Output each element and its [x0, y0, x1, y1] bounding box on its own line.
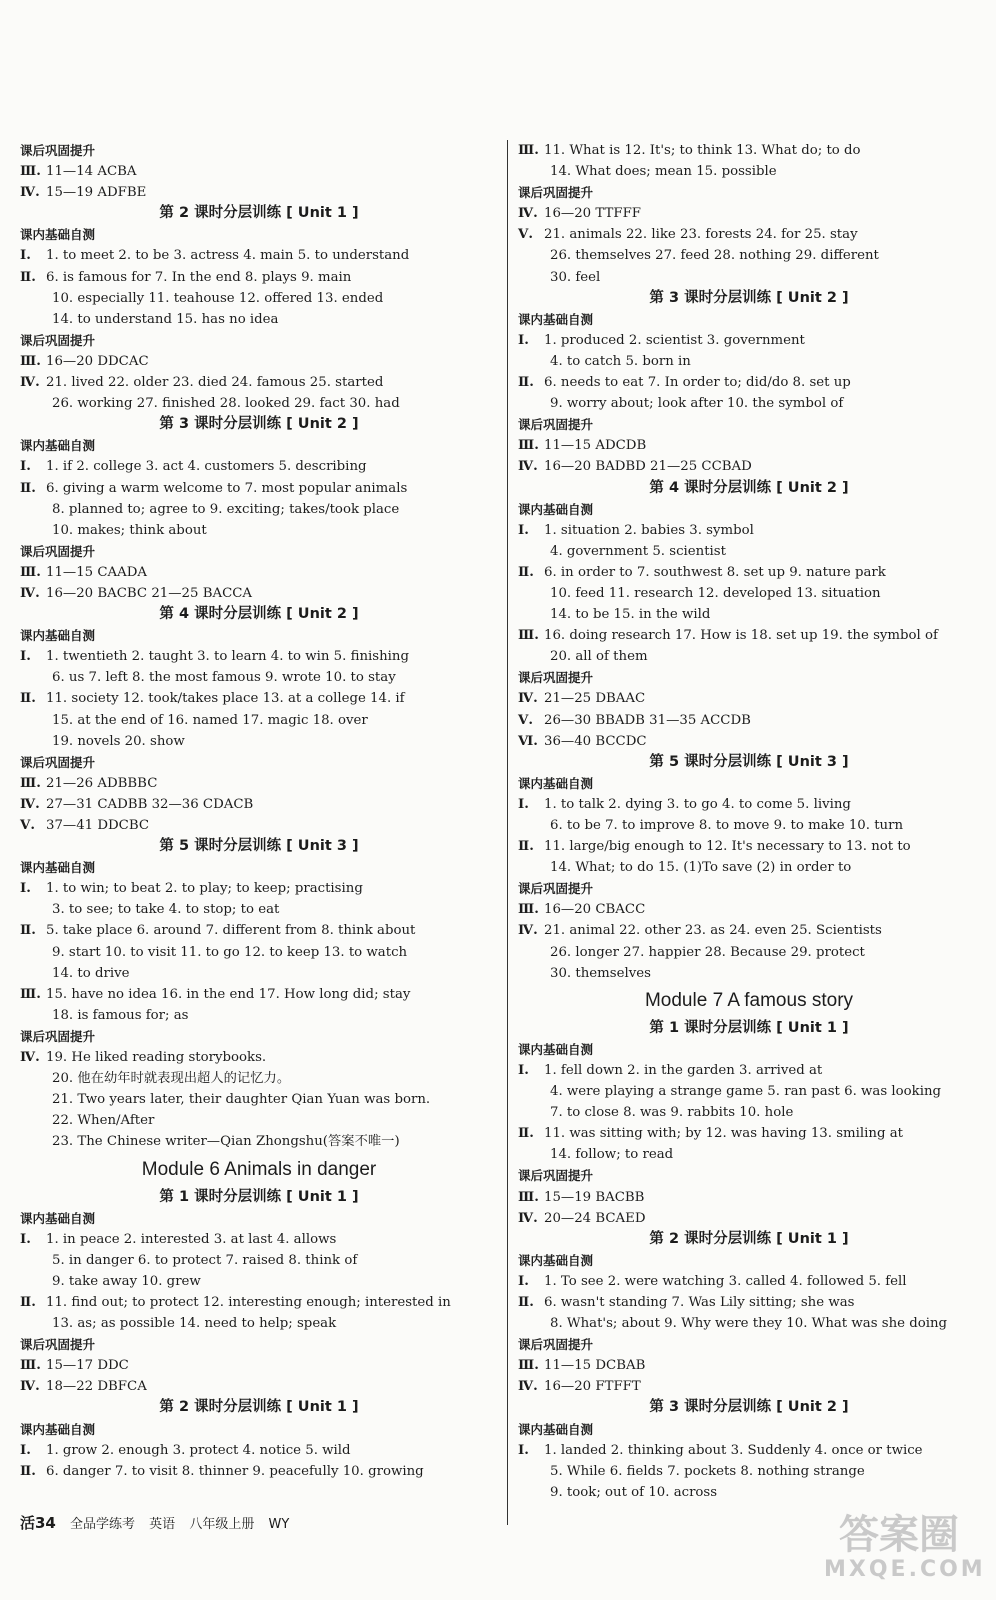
answer-line [20, 351, 498, 372]
answer-text: 1. in peace 2. interested 3. at last 4. allows [46, 1231, 337, 1247]
answer-line [20, 1292, 498, 1313]
answer-line [20, 372, 498, 393]
roman-numeral: Ⅳ. [518, 1210, 538, 1226]
answer-text: 6. giving a warm welcome to 7. most popular animals [46, 480, 408, 496]
answer-continuation: 9. start 10. to visit 11. to go 12. to keep 13. to watch [52, 944, 408, 960]
roman-numeral: Ⅲ. [20, 353, 41, 369]
answer-text: 1. twentieth 2. taught 3. to learn 4. to win 5. finishing [46, 649, 409, 665]
edition: WY [268, 1517, 290, 1532]
section-heading: 课内基础自测 [20, 1210, 96, 1226]
answer-text: 6. needs to eat 7. In order to; did/do 8. set up [544, 375, 851, 391]
section-heading: 课内基础自测 [518, 1421, 594, 1437]
answer-continuation: 30. feel [550, 269, 601, 285]
answer-continuation: 10. makes; think about [52, 522, 207, 538]
answer-text: 16—20 TTFFF [544, 206, 642, 222]
answer-line [518, 710, 980, 731]
answer-text: 21—25 DBAAC [544, 691, 646, 707]
roman-numeral: Ⅲ. [20, 986, 41, 1002]
section-heading: 课内基础自测 [518, 501, 594, 517]
roman-numeral: Ⅰ. [518, 1062, 529, 1078]
answer-text: 11—14 ACBA [46, 164, 137, 180]
answer-text: 1. grow 2. enough 3. protect 4. notice 5. wild [46, 1442, 351, 1458]
answer-continuation: 6. to be 7. to improve 8. to move 9. to make 10. turn [550, 818, 904, 833]
lesson-title: 第 5 课时分层训练 [ Unit 3 ] [649, 753, 849, 770]
section-heading: 课后巩固提升 [20, 754, 96, 770]
answer-line [20, 646, 498, 667]
answer-line [20, 984, 498, 1005]
answer-text: 11—15 CAADA [46, 564, 148, 580]
roman-numeral: Ⅰ. [20, 881, 31, 897]
roman-numeral: Ⅲ. [20, 564, 41, 580]
section-heading: 课内基础自测 [20, 860, 96, 876]
page-number: 活34 [20, 1514, 56, 1532]
answer-continuation: 9. take away 10. grew [52, 1273, 201, 1289]
roman-numeral: Ⅰ. [518, 796, 529, 812]
roman-numeral: Ⅱ. [518, 839, 534, 855]
answer-continuation: 14. to be 15. in the wild [550, 607, 711, 623]
answer-line [518, 372, 980, 393]
answer-text: 21. animal 22. other 23. as 24. even 25. Scientists [544, 923, 882, 939]
roman-numeral: Ⅳ. [518, 923, 538, 939]
module-title: Module 6 Animals in danger [141, 1158, 377, 1180]
answer-line [518, 224, 980, 245]
lesson-title: 第 1 课时分层训练 [ Unit 1 ] [159, 1188, 359, 1205]
answer-line [518, 456, 980, 477]
right-answer-column [518, 140, 980, 1503]
answer-text: 6. in order to 7. southwest 8. set up 9. nature park [544, 564, 886, 580]
answer-line [518, 1208, 980, 1229]
answer-line [518, 688, 980, 709]
answer-text: 16—20 FTFFT [544, 1379, 641, 1395]
answer-continuation: 30. themselves [550, 965, 651, 981]
roman-numeral: Ⅳ. [20, 1050, 40, 1066]
roman-numeral: Ⅲ. [20, 164, 41, 180]
answer-continuation: 4. were playing a strange game 5. ran past 6. was looking [550, 1084, 942, 1100]
answer-continuation: 7. to close 8. was 9. rabbits 10. hole [550, 1105, 794, 1121]
answer-continuation: 14. What; to do 15. (1)To save (2) in order to [550, 860, 852, 876]
answer-continuation: 19. novels 20. show [52, 733, 185, 749]
answer-text: 18—22 DBFCA [46, 1379, 147, 1395]
answer-continuation: 4. to catch 5. born in [550, 353, 691, 369]
roman-numeral: Ⅱ. [20, 1294, 36, 1310]
answer-line [20, 478, 498, 499]
answer-continuation: 8. planned to; agree to 9. exciting; takes/took place [52, 501, 400, 517]
answer-continuation: 20. all of them [550, 649, 648, 665]
roman-numeral: Ⅵ. [518, 733, 538, 749]
answer-text: 21. animals 22. like 23. forests 24. for 25. stay [544, 227, 858, 243]
roman-numeral: Ⅳ. [518, 206, 538, 222]
answer-line [20, 161, 498, 182]
answer-line [518, 435, 980, 456]
roman-numeral: Ⅴ. [20, 818, 35, 833]
roman-numeral: Ⅲ. [518, 628, 539, 644]
answer-continuation: 6. us 7. left 8. the most famous 9. wrote 10. to stay [52, 670, 396, 686]
answer-continuation: 14. What does; mean 15. possible [550, 164, 777, 180]
section-heading: 课后巩固提升 [518, 185, 594, 201]
answer-text: 19. He liked reading storybooks. [46, 1050, 267, 1066]
answer-text: 6. is famous for 7. In the end 8. plays 9. main [46, 269, 352, 285]
answer-continuation: 5. While 6. fields 7. pockets 8. nothing strange [550, 1463, 865, 1479]
left-answer-column [20, 140, 498, 1482]
lesson-title: 第 3 课时分层训练 [ Unit 2 ] [649, 1399, 849, 1416]
roman-numeral: Ⅲ. [20, 1358, 41, 1374]
answer-line [518, 562, 980, 583]
answer-continuation: 14. to understand 15. has no idea [52, 311, 279, 327]
roman-numeral: Ⅳ. [20, 1379, 40, 1395]
answer-continuation: 10. especially 11. teahouse 12. offered 13. ended [52, 290, 384, 306]
section-heading: 课后巩固提升 [20, 143, 96, 158]
answer-line [20, 1461, 498, 1482]
answer-text: 1. landed 2. thinking about 3. Suddenly 4. once or twice [544, 1442, 923, 1458]
answer-text: 15—19 BACBB [544, 1189, 645, 1205]
roman-numeral: Ⅰ. [20, 1231, 31, 1247]
answer-line [20, 1047, 498, 1068]
lesson-title: 第 3 课时分层训练 [ Unit 2 ] [159, 416, 359, 433]
answer-continuation: 26. working 27. finished 28. looked 29. fact 30. had [52, 396, 400, 412]
section-heading: 课内基础自测 [518, 1252, 594, 1268]
roman-numeral: Ⅴ. [518, 227, 533, 243]
roman-numeral: Ⅳ. [518, 1379, 538, 1395]
answer-text: 11. large/big enough to 12. It's necessary to 13. not to [544, 839, 911, 855]
roman-numeral: Ⅲ. [518, 1358, 539, 1374]
section-heading: 课后巩固提升 [20, 332, 96, 348]
answer-line [20, 1355, 498, 1376]
answer-text: 37—41 DDCBC [46, 818, 150, 833]
answer-line [20, 583, 498, 604]
section-heading: 课后巩固提升 [518, 1168, 594, 1184]
roman-numeral: Ⅱ. [20, 691, 36, 707]
roman-numeral: Ⅲ. [518, 1189, 539, 1205]
answer-text: 11—15 DCBAB [544, 1358, 646, 1374]
answer-line [518, 330, 980, 351]
answer-line [518, 520, 980, 541]
module-title: Module 7 A famous story [644, 989, 854, 1011]
roman-numeral: Ⅰ. [518, 1442, 529, 1458]
answer-text: 16—20 DDCAC [46, 353, 149, 369]
answer-text: 20—24 BCAED [544, 1210, 646, 1226]
roman-numeral: Ⅰ. [20, 649, 31, 665]
answer-line [518, 1440, 980, 1461]
lesson-title: 第 4 课时分层训练 [ Unit 2 ] [159, 606, 359, 623]
answer-text: 11—15 ADCDB [544, 438, 647, 454]
answer-line [518, 794, 980, 815]
answer-text: 1. to meet 2. to be 3. actress 4. main 5. to understand [46, 248, 410, 264]
answer-text: 1. To see 2. were watching 3. called 4. followed 5. fell [544, 1273, 907, 1289]
section-heading: 课内基础自测 [518, 775, 594, 791]
answer-text: 5. take place 6. around 7. different from 8. think about [46, 923, 416, 939]
answer-text: 11. society 12. took/takes place 13. at a college 14. if [46, 691, 405, 707]
roman-numeral: Ⅱ. [518, 1126, 534, 1142]
answer-line [20, 267, 498, 288]
column-divider [507, 140, 508, 1525]
answer-text: 16—20 BACBC 21—25 BACCA [46, 585, 253, 601]
answer-text: 21. lived 22. older 23. died 24. famous 25. started [46, 375, 384, 391]
answer-text: 1. situation 2. babies 3. symbol [544, 522, 754, 538]
answer-line [518, 1187, 980, 1208]
roman-numeral: Ⅰ. [20, 459, 31, 475]
answer-continuation: 23. The Chinese writer—Qian Zhongshu(答案不唯一) [52, 1134, 400, 1150]
answer-text: 1. produced 2. scientist 3. government [544, 332, 805, 348]
answer-continuation: 8. What's; about 9. Why were they 10. What was she doing [550, 1316, 948, 1332]
roman-numeral: Ⅳ. [20, 185, 40, 201]
lesson-title: 第 2 课时分层训练 [ Unit 1 ] [649, 1230, 849, 1247]
lesson-title: 第 2 课时分层训练 [ Unit 1 ] [159, 205, 359, 222]
roman-numeral: Ⅱ. [20, 269, 36, 285]
answer-continuation: 9. took; out of 10. across [550, 1484, 718, 1500]
answer-text: 16. doing research 17. How is 18. set up 19. the symbol of [544, 628, 938, 644]
answer-line [518, 1123, 980, 1144]
answer-continuation: 21. Two years later, their daughter Qian Yuan was born. [52, 1092, 431, 1108]
lesson-title: 第 4 课时分层训练 [ Unit 2 ] [649, 479, 849, 496]
roman-numeral: Ⅲ. [518, 902, 539, 918]
answer-text: 15—17 DDC [46, 1358, 129, 1374]
answer-line [20, 878, 498, 899]
answer-text: 11. What is 12. It's; to think 13. What do; to do [544, 143, 861, 158]
series-name: 全品学练考 [70, 1517, 136, 1532]
roman-numeral: Ⅰ. [518, 1273, 529, 1289]
section-heading: 课内基础自测 [20, 227, 96, 243]
lesson-title: 第 1 课时分层训练 [ Unit 1 ] [649, 1019, 849, 1036]
section-heading: 课后巩固提升 [518, 417, 594, 433]
roman-numeral: Ⅲ. [20, 775, 41, 791]
answer-text: 36—40 BCCDC [544, 733, 647, 749]
answer-text: 6. wasn't standing 7. Was Lily sitting; she was [544, 1294, 855, 1310]
section-heading: 课内基础自测 [20, 438, 96, 454]
answer-text: 21—26 ADBBBC [46, 775, 158, 791]
answer-line [20, 182, 498, 203]
section-heading: 课内基础自测 [518, 1041, 594, 1057]
answer-line [20, 562, 498, 583]
watermark-url: MXQE.COM [824, 1557, 986, 1582]
answer-continuation: 15. at the end of 16. named 17. magic 18. over [52, 712, 368, 728]
answer-line [20, 688, 498, 709]
answer-line [20, 815, 498, 836]
roman-numeral: Ⅲ. [518, 438, 539, 454]
answer-text: 15. have no idea 16. in the end 17. How long did; stay [46, 986, 411, 1002]
answer-line [20, 920, 498, 941]
answer-text: 11. find out; to protect 12. interesting enough; interested in [46, 1294, 451, 1310]
roman-numeral: Ⅳ. [20, 585, 40, 601]
answer-continuation: 26. longer 27. happier 28. Because 29. protect [550, 944, 865, 960]
answer-text: 1. to talk 2. dying 3. to go 4. to come 5. living [544, 796, 851, 812]
answer-line [20, 773, 498, 794]
answer-line [518, 140, 980, 161]
page-footer [20, 1512, 299, 1533]
section-heading: 课后巩固提升 [20, 543, 96, 559]
lesson-title: 第 5 课时分层训练 [ Unit 3 ] [159, 838, 359, 855]
roman-numeral: Ⅲ. [518, 143, 539, 158]
answer-text: 1. to win; to beat 2. to play; to keep; practising [46, 881, 363, 897]
answer-continuation: 14. follow; to read [550, 1147, 674, 1163]
section-heading: 课后巩固提升 [518, 881, 594, 897]
answer-text: 16—20 CBACC [544, 902, 646, 918]
answer-line [20, 456, 498, 477]
roman-numeral: Ⅳ. [518, 459, 538, 475]
answer-line [20, 1376, 498, 1397]
roman-numeral: Ⅰ. [518, 332, 529, 348]
answer-continuation: 9. worry about; look after 10. the symbol of [550, 396, 844, 412]
section-heading: 课内基础自测 [518, 311, 594, 327]
answer-text: 15—19 ADFBE [46, 185, 147, 201]
subject: 英语 [149, 1517, 176, 1532]
answer-continuation: 3. to see; to take 4. to stop; to eat [52, 902, 280, 918]
lesson-title: 第 2 课时分层训练 [ Unit 1 ] [159, 1399, 359, 1416]
roman-numeral: Ⅱ. [20, 923, 36, 939]
roman-numeral: Ⅱ. [518, 1294, 534, 1310]
answer-line [518, 731, 980, 752]
section-heading: 课后巩固提升 [518, 1337, 594, 1353]
roman-numeral: Ⅱ. [20, 480, 36, 496]
section-heading: 课内基础自测 [20, 1421, 96, 1437]
answer-text: 16—20 BADBD 21—25 CCBAD [544, 459, 752, 475]
section-heading: 课后巩固提升 [20, 1028, 96, 1044]
answer-line [518, 920, 980, 941]
answer-text: 1. fell down 2. in the garden 3. arrived at [544, 1062, 823, 1078]
answer-continuation: 26. themselves 27. feed 28. nothing 29. different [550, 248, 879, 264]
answer-line [518, 1376, 980, 1397]
section-heading: 课内基础自测 [20, 628, 96, 644]
answer-line [20, 1440, 498, 1461]
section-heading: 课后巩固提升 [518, 670, 594, 686]
watermark-logo-text: 答案圈 [839, 1512, 959, 1558]
answer-text: 6. danger 7. to visit 8. thinner 9. peacefully 10. growing [46, 1463, 424, 1479]
answer-line [518, 203, 980, 224]
answer-line [518, 1292, 980, 1313]
answer-line [20, 245, 498, 266]
answer-continuation: 4. government 5. scientist [550, 543, 726, 559]
answer-line [20, 1229, 498, 1250]
roman-numeral: Ⅳ. [20, 796, 40, 812]
roman-numeral: Ⅰ. [20, 248, 31, 264]
roman-numeral: Ⅱ. [518, 375, 534, 391]
answer-continuation: 20. 他在幼年时就表现出超人的记忆力。 [52, 1071, 291, 1087]
section-heading: 课后巩固提升 [20, 1337, 96, 1353]
roman-numeral: Ⅱ. [20, 1463, 36, 1479]
answer-continuation: 22. When/After [52, 1113, 155, 1129]
answer-continuation: 10. feed 11. research 12. developed 13. situation [550, 585, 881, 601]
watermark [824, 1512, 986, 1582]
answer-text: 26—30 BBADB 31—35 ACCDB [544, 712, 751, 728]
answer-line [518, 1060, 980, 1081]
roman-numeral: Ⅴ. [518, 712, 533, 728]
answer-continuation: 18. is famous for; as [52, 1007, 189, 1023]
roman-numeral: Ⅳ. [20, 375, 40, 391]
answer-text: 11. was sitting with; by 12. was having 13. smiling at [544, 1126, 903, 1142]
answer-line [518, 625, 980, 646]
answer-line [518, 836, 980, 857]
roman-numeral: Ⅰ. [20, 1442, 31, 1458]
answer-continuation: 14. to drive [52, 965, 130, 981]
answer-text: 27—31 CADBB 32—36 CDACB [46, 796, 254, 812]
roman-numeral: Ⅱ. [518, 564, 534, 580]
lesson-title: 第 3 课时分层训练 [ Unit 2 ] [649, 289, 849, 306]
answer-line [20, 794, 498, 815]
answer-text: 1. if 2. college 3. act 4. customers 5. describing [46, 459, 367, 475]
roman-numeral: Ⅰ. [518, 522, 529, 538]
answer-continuation: 13. as; as possible 14. need to help; speak [52, 1316, 337, 1332]
answer-line [518, 899, 980, 920]
roman-numeral: Ⅳ. [518, 691, 538, 707]
grade: 八年级上册 [189, 1517, 255, 1532]
answer-line [518, 1271, 980, 1292]
answer-continuation: 5. in danger 6. to protect 7. raised 8. think of [52, 1252, 358, 1268]
answer-line [518, 1355, 980, 1376]
